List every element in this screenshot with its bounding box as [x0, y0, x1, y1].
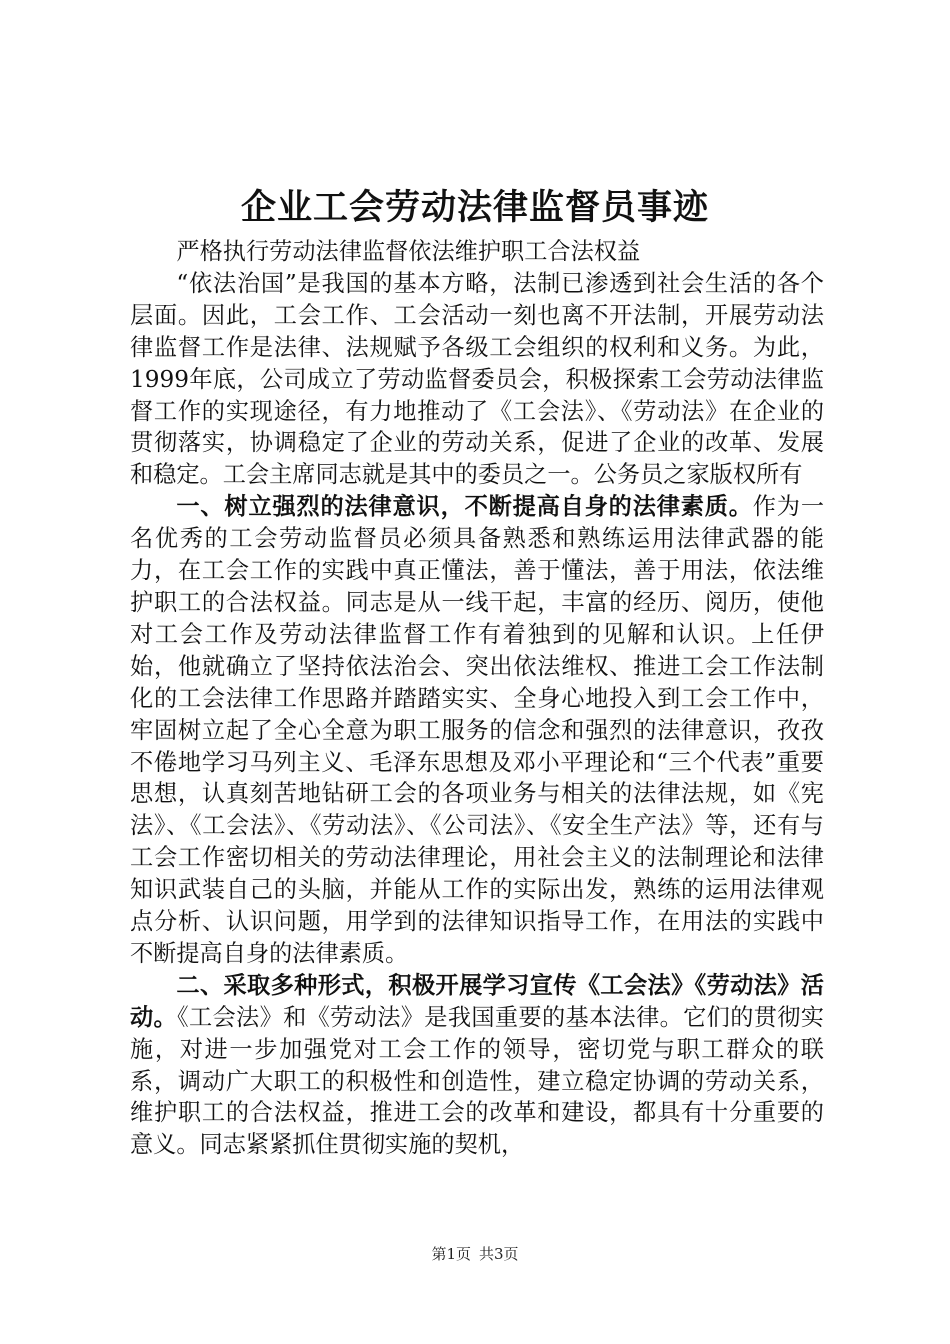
document-body: [130, 236, 824, 1161]
section-2-heading: 二、采取多种形式，积极开展学习宣传《工会法》《劳动法》活动。: [130, 971, 824, 1031]
page-number-total: 共3页: [479, 1245, 519, 1263]
section-1-text: 作为一名优秀的工会劳动监督员必须具备熟悉和熟练运用法律武器的能力，在工会工作的实践中真正懂法，善于懂法，善于用法，依法维护职工的合法权益。同志是从一线干起，丰富的经历、阅历，使他对工会工作及劳动法律监督工作有着独到的见解和认识。上任伊始，他就确立了坚持依法治会、突出依法维权、推进工会工作法制化的工会法律工作思路并踏踏实实、全身心地投入到工会工作中，牢固树立起了全心全意为职工服务的信念和强烈的法律意识，孜孜不倦地学习马列主义、毛泽东思想及邓小平理论和“三个代表”重要思想，认真刻苦地钻研工会的各项业务与相关的法律法规，如《宪法》、《工会法》、《劳动法》、《公司法》、《安全生产法》等，还有与工会工作密切相关的劳动法律理论，用社会主义的法制理论和法律知识武装自己的头脑，并能从工作的实际出发，熟练的运用法律观点分析、认识问题，用学到的法律知识指导工作，在用法的实践中不断提高自身的法律素质。: [130, 493, 825, 967]
intro-paragraph: “依法治国”是我国的基本方略，法制已渗透到社会生活的各个层面。因此，工会工作、工会活动一刻也离不开法制，开展劳动法律监督工作是法律、法规赋予各级工会组织的权利和义务。为此，1999年底，公司成立了劳动监督委员会，积极探索工会劳动法律监督工作的实现途径，有力地推动了《工会法》、《劳动法》在企业的贯彻落实，协调稳定了企业的劳动关系，促进了企业的改革、发展和稳定。工会主席同志就是其中的委员之一。公务员之家版权所有: [130, 269, 824, 489]
subtitle-paragraph: 严格执行劳动法律监督依法维护职工合法权益: [176, 238, 641, 265]
page-number-current: 第1页: [431, 1245, 471, 1263]
section-1-paragraph: [130, 491, 824, 970]
document-title: 企业工会劳动法律监督员事迹: [240, 188, 709, 228]
section-2-paragraph: [130, 970, 824, 1161]
section-1-heading: 一、树立强烈的法律意识，不断提高自身的法律素质。: [176, 493, 753, 521]
page-footer: [0, 1244, 950, 1264]
section-2-text: 《工会法》和《劳动法》是我国重要的基本法律。它们的贯彻实施，对进一步加强党对工会工作的领导，密切党与职工群众的联系，调动广大职工的积极性和创造性，建立稳定协调的劳动关系，维护职工的合法权益，推进工会的改革和建设，都具有十分重要的意义。同志紧紧抓住贯彻实施的契机，: [130, 1003, 824, 1159]
